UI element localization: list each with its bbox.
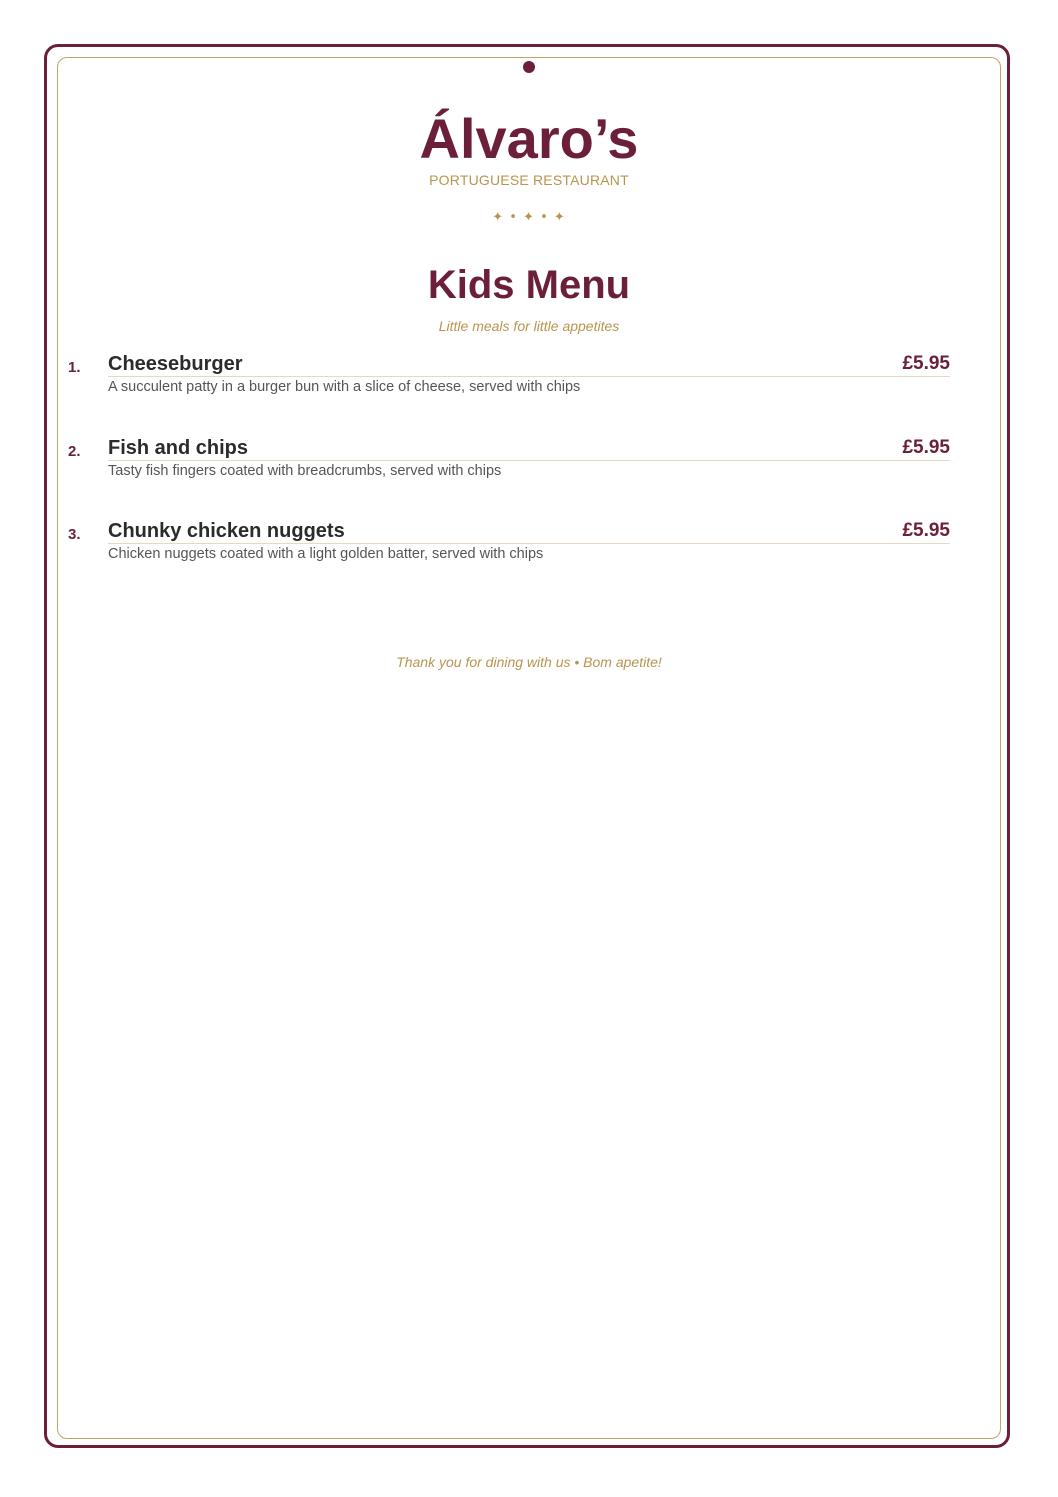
- item-number: 1.: [68, 359, 81, 376]
- top-dot-ornament: [523, 61, 535, 73]
- menu-item: [68, 352, 950, 412]
- restaurant-name: Álvaro’s: [419, 107, 639, 170]
- item-divider: [108, 460, 950, 461]
- item-number: 2.: [68, 443, 81, 460]
- item-number: 3.: [68, 526, 81, 543]
- menu-subtitle: Little meals for little appetites: [438, 318, 620, 334]
- restaurant-tagline: PORTUGUESE RESTAURANT: [429, 172, 629, 188]
- item-price: £5.95: [902, 437, 950, 458]
- ornament-divider: ✦ • ✦ • ✦: [492, 210, 566, 225]
- item-description: A succulent patty in a burger bun with a slice of cheese, served with chips: [108, 379, 581, 395]
- item-divider: [108, 376, 950, 377]
- item-name: Cheeseburger: [108, 353, 243, 375]
- item-name: Fish and chips: [108, 437, 249, 459]
- item-description: Tasty fish fingers coated with breadcrumbs, served with chips: [108, 463, 502, 479]
- menu-item: [68, 436, 950, 496]
- item-price: £5.95: [902, 520, 950, 541]
- item-description: Chicken nuggets coated with a light golden batter, served with chips: [108, 546, 544, 562]
- menu-item: [68, 519, 950, 579]
- item-name: Chunky chicken nuggets: [108, 520, 345, 542]
- item-divider: [108, 543, 950, 544]
- item-price: £5.95: [902, 353, 950, 374]
- menu-title: Kids Menu: [427, 263, 631, 307]
- footer-message: Thank you for dining with us • Bom apetite!: [396, 654, 662, 670]
